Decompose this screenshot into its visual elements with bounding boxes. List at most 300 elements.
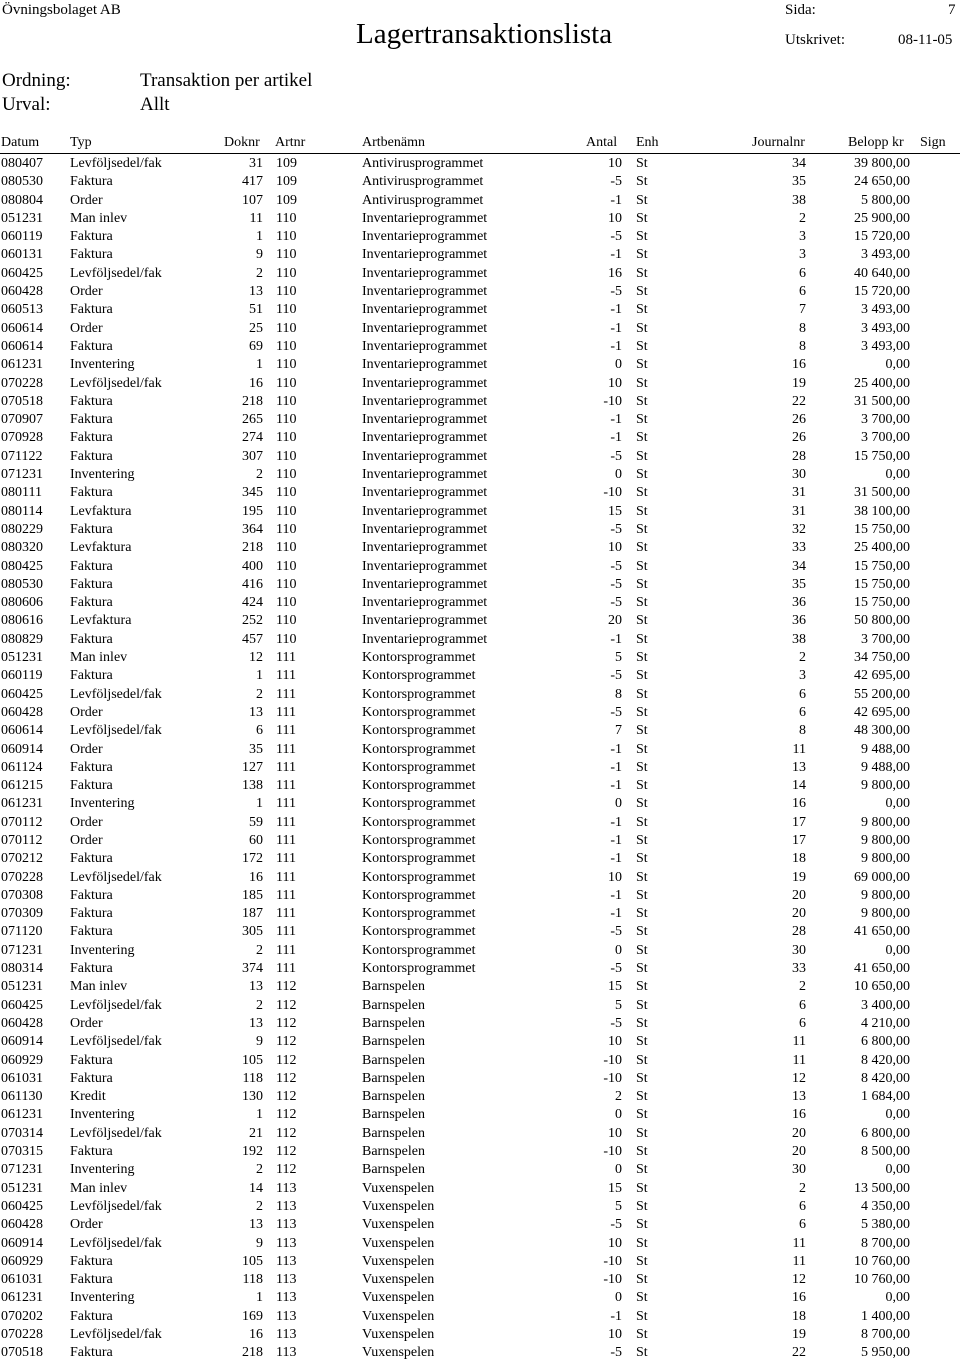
cell-journal: 26 xyxy=(792,430,806,446)
table-row xyxy=(0,484,960,502)
cell-docnr: 118 xyxy=(242,1272,263,1288)
cell-docnr: 172 xyxy=(242,851,263,867)
table-row xyxy=(0,1271,960,1289)
cell-journal: 12 xyxy=(792,1070,806,1086)
cell-date: 060119 xyxy=(1,229,43,245)
table-row xyxy=(0,1106,960,1124)
cell-type: Man inlev xyxy=(70,650,128,666)
cell-amount: 5 950,00 xyxy=(861,1345,910,1361)
cell-type: Faktura xyxy=(70,521,113,537)
cell-article-name: Kontorsprogrammet xyxy=(362,686,476,702)
cell-article-name: Vuxenspelen xyxy=(362,1327,435,1342)
cell-amount: 25 400,00 xyxy=(854,540,910,556)
cell-quantity: -10 xyxy=(603,1070,622,1086)
cell-type: Faktura xyxy=(70,961,113,977)
cell-quantity: 10 xyxy=(608,540,622,556)
cell-type: Faktura xyxy=(70,1272,113,1288)
table-row xyxy=(0,1015,960,1033)
cell-type: Order xyxy=(70,832,103,848)
cell-article-name: Inventarieprogrammet xyxy=(362,521,488,537)
table-row xyxy=(0,356,960,374)
cell-unit: St xyxy=(636,156,648,171)
table-row xyxy=(0,777,960,795)
cell-quantity: -1 xyxy=(610,741,622,757)
cell-article-name: Kontorsprogrammet xyxy=(362,668,476,684)
table-row xyxy=(0,155,960,173)
table-row xyxy=(0,667,960,685)
cell-article-name: Inventarieprogrammet xyxy=(362,595,488,611)
table-row xyxy=(0,1033,960,1051)
cell-journal: 16 xyxy=(792,1107,806,1123)
cell-journal: 30 xyxy=(792,1162,806,1178)
cell-unit: St xyxy=(636,192,648,208)
cell-unit: St xyxy=(636,887,648,903)
cell-unit: St xyxy=(636,357,648,373)
cell-article-name: Inventarieprogrammet xyxy=(362,338,488,354)
cell-journal: 13 xyxy=(792,1089,806,1105)
cell-quantity: -1 xyxy=(610,192,622,208)
column-header-row xyxy=(0,134,960,154)
cell-artnr: 112 xyxy=(276,1107,297,1123)
cell-type: Levföljsedel/fak xyxy=(70,997,162,1013)
cell-type: Faktura xyxy=(70,778,113,794)
cell-article-name: Kontorsprogrammet xyxy=(362,704,476,720)
cell-artnr: 110 xyxy=(276,613,297,629)
cell-unit: St xyxy=(636,1052,648,1068)
cell-article-name: Inventarieprogrammet xyxy=(362,247,488,263)
cell-date: 071231 xyxy=(1,467,43,483)
table-row xyxy=(0,1198,960,1216)
cell-artnr: 110 xyxy=(276,247,297,263)
cell-journal: 2 xyxy=(799,650,806,666)
cell-unit: St xyxy=(636,1253,648,1269)
cell-date: 061215 xyxy=(1,778,43,794)
cell-quantity: -1 xyxy=(610,631,622,647)
cell-quantity: 5 xyxy=(615,650,622,666)
cell-artnr: 111 xyxy=(276,851,296,867)
cell-quantity: 0 xyxy=(615,1107,622,1123)
cell-article-name: Vuxenspelen xyxy=(362,1235,435,1251)
table-row xyxy=(0,1180,960,1198)
cell-quantity: -10 xyxy=(603,393,622,409)
cell-docnr: 457 xyxy=(242,631,263,647)
table-row xyxy=(0,594,960,612)
cell-amount: 15 750,00 xyxy=(854,558,910,574)
cell-quantity: 5 xyxy=(615,1198,622,1214)
cell-quantity: -5 xyxy=(610,1345,622,1361)
cell-amount: 3 700,00 xyxy=(861,412,910,428)
cell-journal: 2 xyxy=(799,979,806,995)
cell-quantity: -10 xyxy=(603,1272,622,1288)
cell-quantity: 20 xyxy=(608,613,622,629)
cell-type: Faktura xyxy=(70,668,113,684)
cell-quantity: 7 xyxy=(615,723,622,739)
cell-unit: St xyxy=(636,229,648,245)
cell-artnr: 113 xyxy=(276,1290,297,1306)
cell-type: Faktura xyxy=(70,338,113,354)
cell-docnr: 21 xyxy=(249,1125,263,1141)
cell-amount: 42 695,00 xyxy=(854,704,910,720)
cell-type: Faktura xyxy=(70,759,113,775)
cell-journal: 20 xyxy=(792,1144,806,1160)
cell-amount: 25 400,00 xyxy=(854,375,910,391)
cell-amount: 24 650,00 xyxy=(854,174,910,190)
cell-type: Levföljsedel/fak xyxy=(70,723,162,739)
cell-docnr: 218 xyxy=(242,393,263,409)
cell-amount: 42 695,00 xyxy=(854,668,910,684)
cell-date: 061031 xyxy=(1,1070,43,1086)
table-row xyxy=(0,814,960,832)
cell-artnr: 113 xyxy=(276,1308,297,1324)
cell-type: Levföljsedel/fak xyxy=(70,1235,162,1251)
cell-docnr: 307 xyxy=(242,448,263,464)
table-row xyxy=(0,649,960,667)
cell-amount: 69 000,00 xyxy=(854,869,910,885)
cell-unit: St xyxy=(636,430,648,446)
cell-artnr: 111 xyxy=(276,778,296,794)
cell-artnr: 110 xyxy=(276,503,297,519)
table-row xyxy=(0,301,960,319)
cell-date: 071122 xyxy=(1,448,43,464)
cell-article-name: Inventarieprogrammet xyxy=(362,467,488,483)
cell-docnr: 345 xyxy=(242,485,263,501)
table-row xyxy=(0,173,960,191)
cell-artnr: 112 xyxy=(276,1089,297,1105)
cell-artnr: 113 xyxy=(276,1272,297,1288)
cell-amount: 10 760,00 xyxy=(854,1253,910,1269)
report-title: Lagertransaktionslista xyxy=(356,18,613,50)
table-row xyxy=(0,448,960,466)
cell-journal: 2 xyxy=(799,1180,806,1196)
cell-article-name: Inventarieprogrammet xyxy=(362,485,488,501)
table-row xyxy=(0,466,960,484)
cell-date: 060614 xyxy=(1,338,43,354)
cell-date: 061031 xyxy=(1,1272,43,1288)
cell-date: 060929 xyxy=(1,1052,43,1068)
table-row xyxy=(0,539,960,557)
cell-article-name: Kontorsprogrammet xyxy=(362,759,476,775)
cell-type: Faktura xyxy=(70,595,113,611)
cell-artnr: 110 xyxy=(276,467,297,483)
cell-type: Inventering xyxy=(70,357,135,373)
cell-docnr: 13 xyxy=(249,284,263,300)
cell-quantity: -5 xyxy=(610,668,622,684)
cell-docnr: 14 xyxy=(249,1180,263,1196)
cell-quantity: 15 xyxy=(608,503,622,519)
cell-quantity: -5 xyxy=(610,558,622,574)
cell-unit: St xyxy=(636,613,648,629)
cell-date: 070314 xyxy=(1,1125,43,1141)
cell-journal: 13 xyxy=(792,759,806,775)
cell-article-name: Inventarieprogrammet xyxy=(362,540,488,556)
cell-date: 061130 xyxy=(1,1089,43,1105)
table-row xyxy=(0,1143,960,1161)
cell-quantity: -10 xyxy=(603,1052,622,1068)
cell-artnr: 113 xyxy=(276,1198,297,1214)
cell-date: 080606 xyxy=(1,595,43,611)
cell-amount: 4 210,00 xyxy=(861,1015,910,1031)
cell-unit: St xyxy=(636,796,648,812)
cell-quantity: 16 xyxy=(608,265,622,281)
cell-artnr: 110 xyxy=(276,576,297,592)
cell-unit: St xyxy=(636,1290,648,1306)
cell-type: Levföljsedel/fak xyxy=(70,869,162,885)
cell-unit: St xyxy=(636,503,648,519)
cell-journal: 36 xyxy=(792,613,806,629)
cell-quantity: 8 xyxy=(615,686,622,702)
cell-docnr: 35 xyxy=(249,741,263,757)
cell-article-name: Kontorsprogrammet xyxy=(362,887,476,903)
cell-type: Faktura xyxy=(70,558,113,574)
cell-journal: 2 xyxy=(799,210,806,226)
table-row xyxy=(0,759,960,777)
cell-docnr: 274 xyxy=(242,430,263,446)
col-header-article-name: Artbenämn xyxy=(362,135,425,150)
cell-type: Faktura xyxy=(70,412,113,428)
cell-journal: 31 xyxy=(792,503,806,519)
table-row xyxy=(0,942,960,960)
cell-article-name: Kontorsprogrammet xyxy=(362,942,476,958)
cell-date: 061124 xyxy=(1,759,43,775)
cell-quantity: 0 xyxy=(615,1162,622,1178)
cell-docnr: 2 xyxy=(256,997,263,1013)
cell-date: 060513 xyxy=(1,302,43,318)
cell-journal: 17 xyxy=(792,814,806,830)
cell-journal: 18 xyxy=(792,851,806,867)
cell-amount: 1 400,00 xyxy=(861,1308,910,1324)
cell-article-name: Inventarieprogrammet xyxy=(362,430,488,446)
cell-unit: St xyxy=(636,686,648,702)
cell-docnr: 400 xyxy=(242,558,263,574)
cell-amount: 6 800,00 xyxy=(861,1034,910,1050)
cell-date: 061231 xyxy=(1,1290,43,1306)
cell-artnr: 113 xyxy=(276,1235,297,1251)
cell-type: Levföljsedel/fak xyxy=(70,1198,162,1214)
cell-amount: 0,00 xyxy=(885,1107,910,1123)
cell-journal: 16 xyxy=(792,357,806,373)
cell-type: Faktura xyxy=(70,1070,113,1086)
table-row xyxy=(0,905,960,923)
cell-type: Levföljsedel/fak xyxy=(70,375,162,391)
cell-quantity: -10 xyxy=(603,1144,622,1160)
cell-article-name: Barnspelen xyxy=(362,997,425,1013)
table-row xyxy=(0,960,960,978)
cell-quantity: -1 xyxy=(610,814,622,830)
cell-article-name: Inventarieprogrammet xyxy=(362,302,488,318)
cell-quantity: 10 xyxy=(608,156,622,171)
cell-journal: 19 xyxy=(792,869,806,885)
cell-date: 070518 xyxy=(1,393,43,409)
cell-docnr: 6 xyxy=(256,723,263,739)
cell-unit: St xyxy=(636,595,648,611)
cell-artnr: 110 xyxy=(276,375,297,391)
cell-type: Levfaktura xyxy=(70,503,132,519)
cell-article-name: Barnspelen xyxy=(362,1107,425,1123)
cell-article-name: Vuxenspelen xyxy=(362,1308,435,1324)
cell-type: Faktura xyxy=(70,851,113,867)
cell-date: 070928 xyxy=(1,430,43,446)
cell-journal: 16 xyxy=(792,796,806,812)
table-row xyxy=(0,1088,960,1106)
cell-amount: 3 700,00 xyxy=(861,430,910,446)
cell-artnr: 111 xyxy=(276,942,296,958)
cell-amount: 8 500,00 xyxy=(861,1144,910,1160)
cell-type: Order xyxy=(70,704,103,720)
cell-date: 070228 xyxy=(1,869,43,885)
cell-unit: St xyxy=(636,338,648,354)
cell-artnr: 110 xyxy=(276,448,297,464)
cell-journal: 17 xyxy=(792,832,806,848)
table-row xyxy=(0,1289,960,1307)
cell-amount: 40 640,00 xyxy=(854,265,910,281)
cell-type: Levföljsedel/fak xyxy=(70,265,162,281)
cell-amount: 3 493,00 xyxy=(861,247,910,263)
cell-article-name: Barnspelen xyxy=(362,1144,425,1160)
cell-journal: 38 xyxy=(792,192,806,208)
cell-article-name: Barnspelen xyxy=(362,979,425,995)
cell-journal: 26 xyxy=(792,412,806,428)
cell-artnr: 113 xyxy=(276,1327,297,1342)
col-header-docnr: Doknr xyxy=(224,135,260,150)
cell-date: 080530 xyxy=(1,174,43,190)
cell-docnr: 185 xyxy=(242,887,263,903)
cell-amount: 9 488,00 xyxy=(861,741,910,757)
cell-unit: St xyxy=(636,832,648,848)
cell-unit: St xyxy=(636,1162,648,1178)
cell-unit: St xyxy=(636,265,648,281)
cell-journal: 6 xyxy=(799,265,806,281)
cell-article-name: Kontorsprogrammet xyxy=(362,778,476,794)
cell-article-name: Barnspelen xyxy=(362,1052,425,1068)
cell-artnr: 111 xyxy=(276,869,296,885)
cell-quantity: 0 xyxy=(615,357,622,373)
table-row xyxy=(0,1216,960,1234)
cell-unit: St xyxy=(636,1107,648,1123)
cell-amount: 4 350,00 xyxy=(861,1198,910,1214)
cell-date: 070315 xyxy=(1,1144,43,1160)
table-row xyxy=(0,429,960,447)
cell-quantity: 10 xyxy=(608,1327,622,1342)
cell-article-name: Inventarieprogrammet xyxy=(362,631,488,647)
col-header-journal: Journalnr xyxy=(752,135,805,150)
cell-quantity: -1 xyxy=(610,906,622,922)
table-row xyxy=(0,1253,960,1271)
cell-amount: 0,00 xyxy=(885,467,910,483)
cell-unit: St xyxy=(636,851,648,867)
cell-amount: 34 750,00 xyxy=(854,650,910,666)
cell-amount: 31 500,00 xyxy=(854,485,910,501)
cell-quantity: -5 xyxy=(610,174,622,190)
cell-type: Faktura xyxy=(70,302,113,318)
cell-date: 060929 xyxy=(1,1253,43,1269)
cell-article-name: Kontorsprogrammet xyxy=(362,906,476,922)
cell-date: 060428 xyxy=(1,284,43,300)
cell-docnr: 2 xyxy=(256,686,263,702)
cell-docnr: 107 xyxy=(242,192,263,208)
cell-date: 070112 xyxy=(1,814,43,830)
cell-journal: 35 xyxy=(792,174,806,190)
cell-journal: 8 xyxy=(799,338,806,354)
cell-date: 060425 xyxy=(1,997,43,1013)
cell-type: Faktura xyxy=(70,1144,113,1160)
cell-quantity: 0 xyxy=(615,467,622,483)
cell-journal: 11 xyxy=(792,741,806,757)
cell-type: Man inlev xyxy=(70,979,128,995)
cell-unit: St xyxy=(636,1198,648,1214)
table-row xyxy=(0,558,960,576)
table-row xyxy=(0,704,960,722)
cell-quantity: -5 xyxy=(610,595,622,611)
cell-date: 060425 xyxy=(1,1198,43,1214)
cell-date: 051231 xyxy=(1,1180,43,1196)
cell-date: 070212 xyxy=(1,851,43,867)
cell-artnr: 110 xyxy=(276,412,297,428)
col-header-quantity: Antal xyxy=(586,135,618,150)
cell-article-name: Inventarieprogrammet xyxy=(362,320,488,336)
cell-amount: 48 300,00 xyxy=(854,723,910,739)
table-row xyxy=(0,283,960,301)
cell-unit: St xyxy=(636,997,648,1013)
cell-docnr: 1 xyxy=(256,668,263,684)
cell-docnr: 2 xyxy=(256,467,263,483)
table-row xyxy=(0,521,960,539)
cell-quantity: -1 xyxy=(610,851,622,867)
cell-amount: 8 420,00 xyxy=(861,1070,910,1086)
cell-type: Faktura xyxy=(70,924,113,940)
cell-unit: St xyxy=(636,540,648,556)
order-label: Ordning: xyxy=(2,70,71,91)
cell-docnr: 16 xyxy=(249,869,263,885)
cell-type: Faktura xyxy=(70,1253,113,1269)
cell-type: Man inlev xyxy=(70,1180,128,1196)
cell-docnr: 192 xyxy=(242,1144,263,1160)
cell-quantity: -1 xyxy=(610,1308,622,1324)
cell-amount: 9 800,00 xyxy=(861,814,910,830)
cell-docnr: 187 xyxy=(242,906,263,922)
cell-date: 071231 xyxy=(1,942,43,958)
table-row xyxy=(0,411,960,429)
cell-date: 070907 xyxy=(1,412,43,428)
page-label: Sida: xyxy=(785,2,816,18)
cell-quantity: -1 xyxy=(610,430,622,446)
cell-quantity: 10 xyxy=(608,210,622,226)
cell-docnr: 195 xyxy=(242,503,263,519)
cell-unit: St xyxy=(636,759,648,775)
cell-article-name: Vuxenspelen xyxy=(362,1198,435,1214)
cell-docnr: 2 xyxy=(256,1162,263,1178)
cell-artnr: 112 xyxy=(276,1162,297,1178)
cell-quantity: -10 xyxy=(603,1253,622,1269)
cell-type: Inventering xyxy=(70,1162,135,1178)
cell-artnr: 112 xyxy=(276,1052,297,1068)
cell-unit: St xyxy=(636,1235,648,1251)
cell-article-name: Kontorsprogrammet xyxy=(362,869,476,885)
cell-article-name: Inventarieprogrammet xyxy=(362,229,488,245)
cell-docnr: 31 xyxy=(249,156,263,171)
cell-date: 051231 xyxy=(1,210,43,226)
cell-article-name: Inventarieprogrammet xyxy=(362,613,488,629)
cell-amount: 9 488,00 xyxy=(861,759,910,775)
table-row xyxy=(0,1070,960,1088)
selection-label: Urval: xyxy=(2,94,51,115)
cell-amount: 6 800,00 xyxy=(861,1125,910,1141)
cell-amount: 8 420,00 xyxy=(861,1052,910,1068)
cell-unit: St xyxy=(636,1015,648,1031)
cell-quantity: 10 xyxy=(608,1034,622,1050)
company-name: Övningsbolaget AB xyxy=(2,2,121,18)
cell-unit: St xyxy=(636,1217,648,1233)
cell-journal: 22 xyxy=(792,393,806,409)
